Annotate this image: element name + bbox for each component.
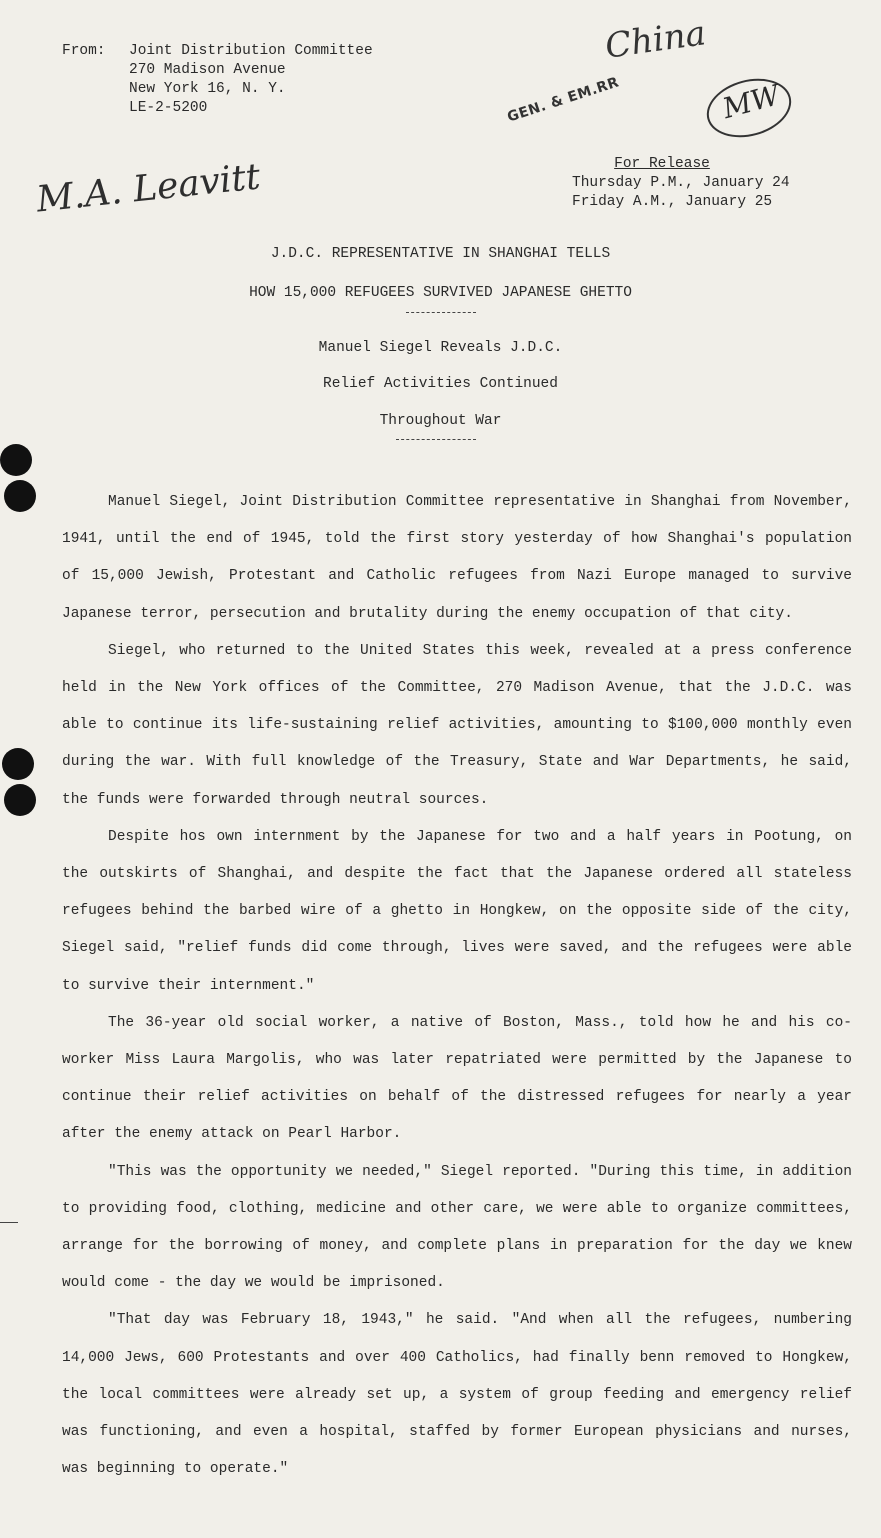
sender-city: New York 16, N. Y. — [129, 81, 286, 97]
subhead-line-3: Throughout War — [379, 413, 502, 429]
punch-hole-icon — [0, 444, 32, 476]
subhead-rule — [396, 439, 476, 440]
release-heading: For Release — [614, 156, 710, 172]
sender-organization: Joint Distribution Committee — [129, 43, 373, 59]
headline-line-2: HOW 15,000 REFUGEES SURVIVED JAPANESE GHETTO — [249, 285, 632, 301]
filing-stamp: GEN. & EM.RR — [505, 74, 622, 126]
punch-hole-icon — [4, 784, 36, 816]
paragraph: The 36-year old social worker, a native of Boston, Mass., told how he and his co-worker Miss Laura Margolis, who was later repatriated were permitted by the Japanese to continue their relief activities on behalf of the distressed refugees for nearly a year after the enemy attack on Pearl Harbor. — [62, 1014, 852, 1143]
sender-street: 270 Madison Avenue — [129, 62, 286, 78]
punch-hole-icon — [2, 748, 34, 780]
release-block — [572, 155, 790, 212]
paragraph: "This was the opportunity we needed," Siegel reported. "During this time, in addition to providing food, clothing, medicine and other care, we were able to organize committees, arrange for the borrowing of money, and complete plans in preparation for the day we knew would come - the day we would be imprisoned. — [62, 1163, 852, 1292]
paragraph: Manuel Siegel, Joint Distribution Committee representative in Shanghai from November, 1941, until the end of 1945, told the first story yesterday of how Shanghai's population of 15,000 Jewish, Protestant and Catholic refugees from Nazi Europe managed to survive Japanese terror, persecution and brutality during the enemy occupation of that city. — [62, 494, 852, 622]
punch-hole-icon — [4, 480, 36, 512]
paragraph: Siegel, who returned to the United States this week, revealed at a press conference held in the New York offices of the Committee, 270 Madison Avenue, that the J.D.C. was able to continue its life-sustaining relief activities, amounting to $100,000 monthly even during the war. With full knowledge of the Treasury, State and War Departments, he said, the funds were forwarded through neutral sources. — [62, 642, 852, 808]
paragraph: Despite hos own internment by the Japanese for two and a half years in Pootung, on the outskirts of Shanghai, and despite the fact that the Japanese ordered all stateless refugees behind the barbed wire of a ghetto in Hongkew, on the opposite side of the city, Siegel said, "relief funds did come through, lives were saved, and the refugees were able to survive their internment." — [62, 828, 852, 994]
handwritten-annotation: China — [602, 13, 709, 67]
handwritten-initials-circle — [700, 70, 798, 146]
sender-phone: LE-2-5200 — [129, 100, 208, 116]
sender-address — [129, 42, 373, 118]
paragraph: "That day was February 18, 1943," he said. "And when all the refugees, numbering 14,000 Jews, 600 Protestants and over 400 Catholics, had finally benn removed to Hongkew, the local committees were already set up, a system of group feeding and emergency relief was functioning, and even a hospital, staffed by former European physicians and nurses, was beginning to operate." — [62, 1312, 852, 1478]
handwritten-signature: M.A. Leavitt — [34, 156, 263, 221]
margin-mark — [0, 1222, 18, 1223]
from-label: From: — [62, 43, 106, 59]
handwritten-initials: MW — [719, 78, 784, 126]
release-line-2: Friday A.M., January 25 — [572, 194, 773, 210]
article-body — [62, 484, 852, 1488]
release-line-1: Thursday P.M., January 24 — [572, 175, 790, 191]
headline-line-1: J.D.C. REPRESENTATIVE IN SHANGHAI TELLS — [270, 246, 611, 262]
subhead-line-2: Relief Activities Continued — [323, 376, 558, 392]
headline-rule — [406, 312, 476, 313]
subhead-line-1: Manuel Siegel Reveals J.D.C. — [318, 340, 563, 356]
